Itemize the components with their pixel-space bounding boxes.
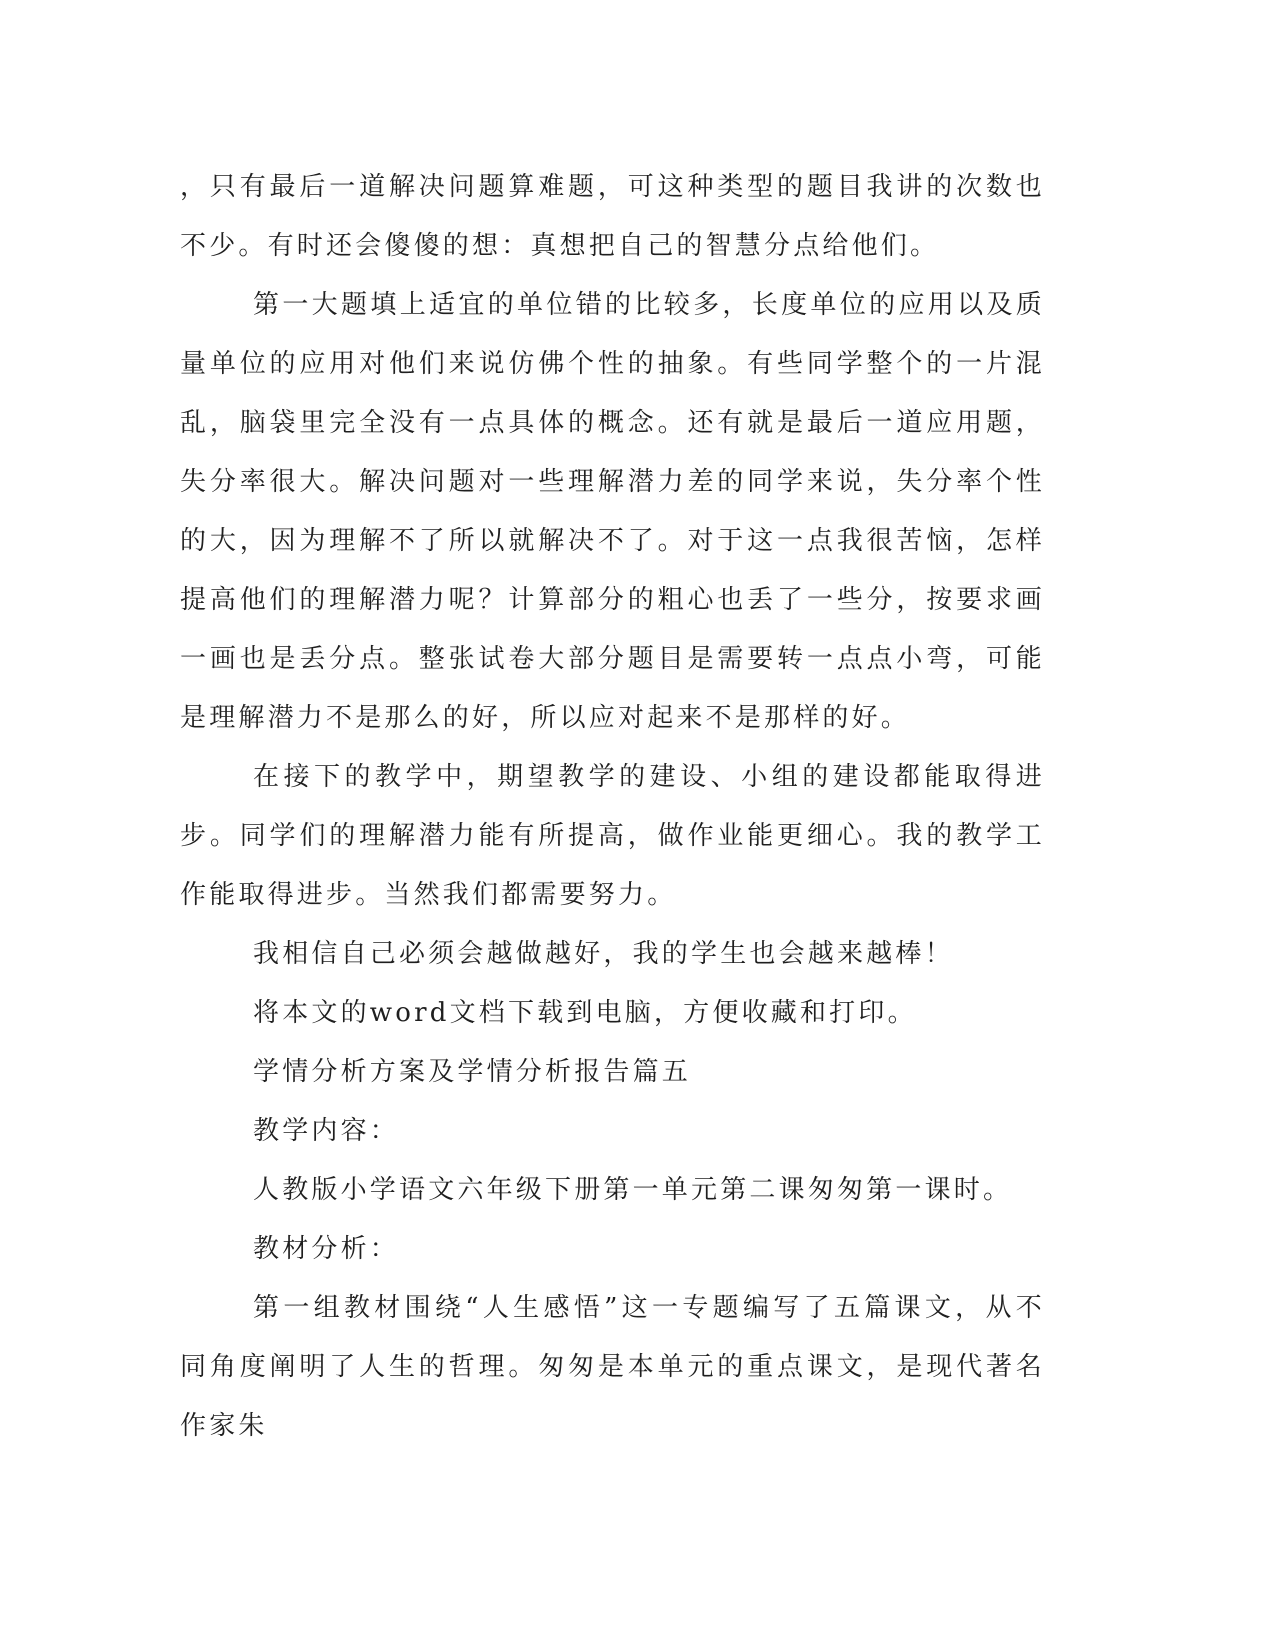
material-analysis-label: 教材分析： bbox=[253, 1234, 400, 1264]
paragraph-5: 将本文的word文档下载到电脑，方便收藏和打印。 bbox=[253, 998, 917, 1028]
document-body bbox=[180, 158, 1045, 1456]
teaching-content-label: 教学内容： bbox=[253, 1116, 400, 1146]
section-heading: 学情分析方案及学情分析报告篇五 bbox=[253, 1057, 692, 1087]
paragraph-1: ，只有最后一道解决问题算难题，可这种类型的题目我讲的次数也不少。有时还会傻傻的想：真想把自己的智慧分点给他们。 bbox=[180, 172, 1045, 261]
paragraph-3: 在接下的教学中，期望教学的建设、小组的建设都能取得进步。同学们的理解潜力能有所提高，做作业能更细心。我的教学工作能取得进步。当然我们都需要努力。 bbox=[180, 762, 1045, 910]
material-analysis-text: 第一组教材围绕“人生感悟”这一专题编写了五篇课文，从不同角度阐明了人生的哲理。匆匆是本单元的重点课文，是现代著名作家朱 bbox=[180, 1293, 1045, 1441]
paragraph-2: 第一大题填上适宜的单位错的比较多，长度单位的应用以及质量单位的应用对他们来说仿佛个性的抽象。有些同学整个的一片混乱，脑袋里完全没有一点具体的概念。还有就是最后一道应用题，失分率很大。解决问题对一些理解潜力差的同学来说，失分率个性的大，因为理解不了所以就解决不了。对于这一点我很苦恼，怎样提高他们的理解潜力呢？计算部分的粗心也丢了一些分，按要求画一画也是丢分点。整张试卷大部分题目是需要转一点点小弯，可能是理解潜力不是那么的好，所以应对起来不是那样的好。 bbox=[180, 290, 1045, 733]
paragraph-4: 我相信自己必须会越做越好，我的学生也会越来越棒！ bbox=[253, 939, 954, 969]
teaching-content-text: 人教版小学语文六年级下册第一单元第二课匆匆第一课时。 bbox=[253, 1175, 1013, 1205]
